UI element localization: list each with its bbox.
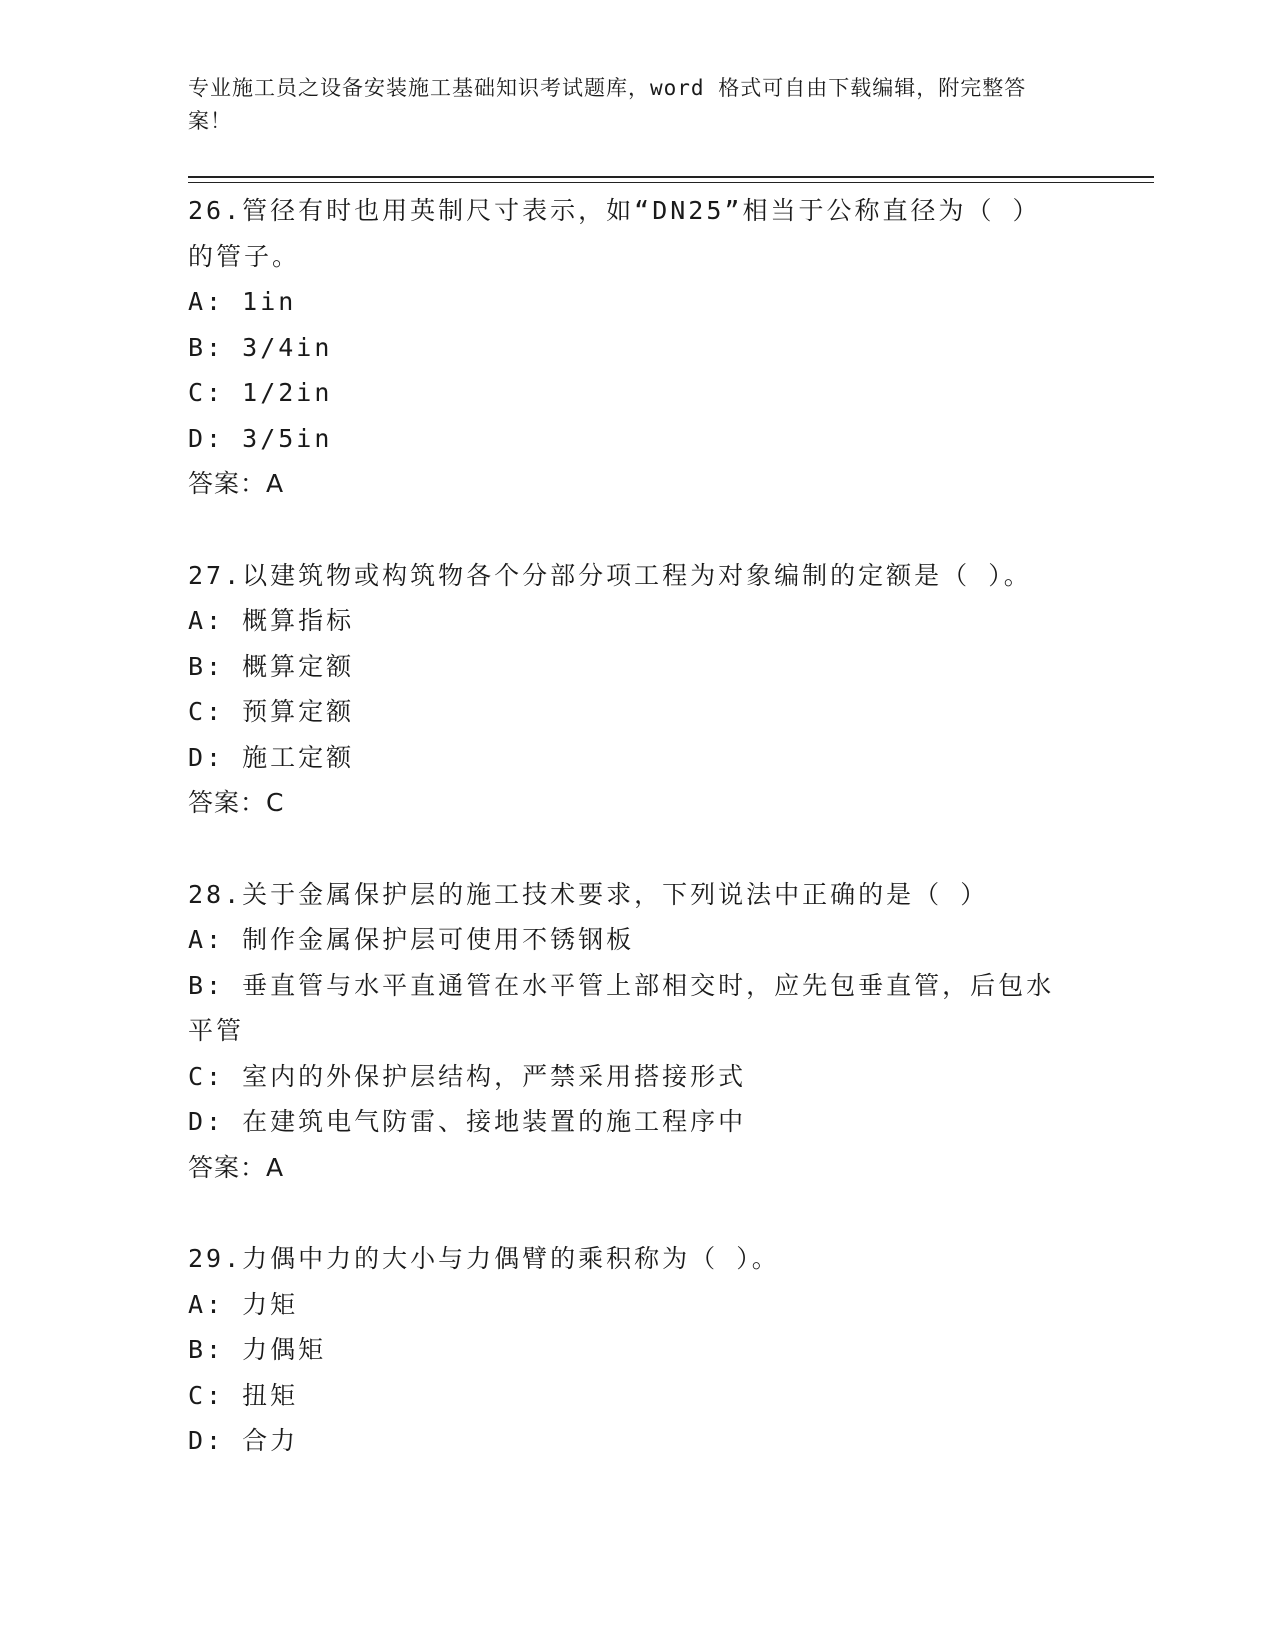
option-b: B: 垂直管与水平直通管在水平管上部相交时，应先包垂直管，后包水平管: [188, 970, 1055, 1045]
option-c: C: 预算定额: [188, 697, 355, 726]
option-c: C: 室内的外保护层结构，严禁采用搭接形式: [188, 1061, 747, 1091]
question-list: [188, 188, 1088, 1510]
answer-label: 答案：A: [188, 469, 285, 498]
option-c: C: 扭矩: [188, 1380, 299, 1410]
answer-label: 答案：A: [188, 1152, 285, 1182]
option-d: D: 合力: [188, 1426, 299, 1455]
option-d: D: 在建筑电气防雷、接地装置的施工程序中: [188, 1107, 747, 1136]
option-a: A: 制作金属保护层可使用不锈钢板: [188, 925, 635, 954]
option-c: C: 1/2in: [188, 378, 333, 407]
header-rule-thin: [188, 182, 1154, 183]
question-29: [188, 1236, 1088, 1464]
question-text: 29.力偶中力的大小与力偶臂的乘积称为（ ）。: [188, 1244, 780, 1273]
option-b: B: 力偶矩: [188, 1335, 327, 1364]
option-b: B: 3/4in: [188, 332, 333, 362]
question-text: 27.以建筑物或构筑物各个分部分项工程为对象编制的定额是（ ）。: [188, 560, 1032, 590]
option-a: A: 1in: [188, 287, 297, 316]
question-text: 28.关于金属保护层的施工技术要求，下列说法中正确的是（ ）: [188, 879, 989, 909]
question-text: 26.管径有时也用英制尺寸表示，如“DN25”相当于公称直径为（ ）的管子。: [188, 196, 1041, 271]
question-27: [188, 553, 1088, 826]
option-d: D: 施工定额: [188, 742, 355, 772]
document-header: 专业施工员之设备安装施工基础知识考试题库，word 格式可自由下载编辑，附完整答案！: [188, 76, 1027, 133]
option-d: D: 3/5in: [188, 423, 333, 453]
header-rule-thick: [188, 176, 1154, 178]
option-a: A: 力矩: [188, 1289, 299, 1319]
question-26: [188, 188, 1088, 507]
question-28: [188, 872, 1088, 1191]
option-b: B: 概算定额: [188, 651, 355, 681]
option-a: A: 概算指标: [188, 606, 355, 635]
answer-label: 答案：C: [188, 788, 285, 817]
